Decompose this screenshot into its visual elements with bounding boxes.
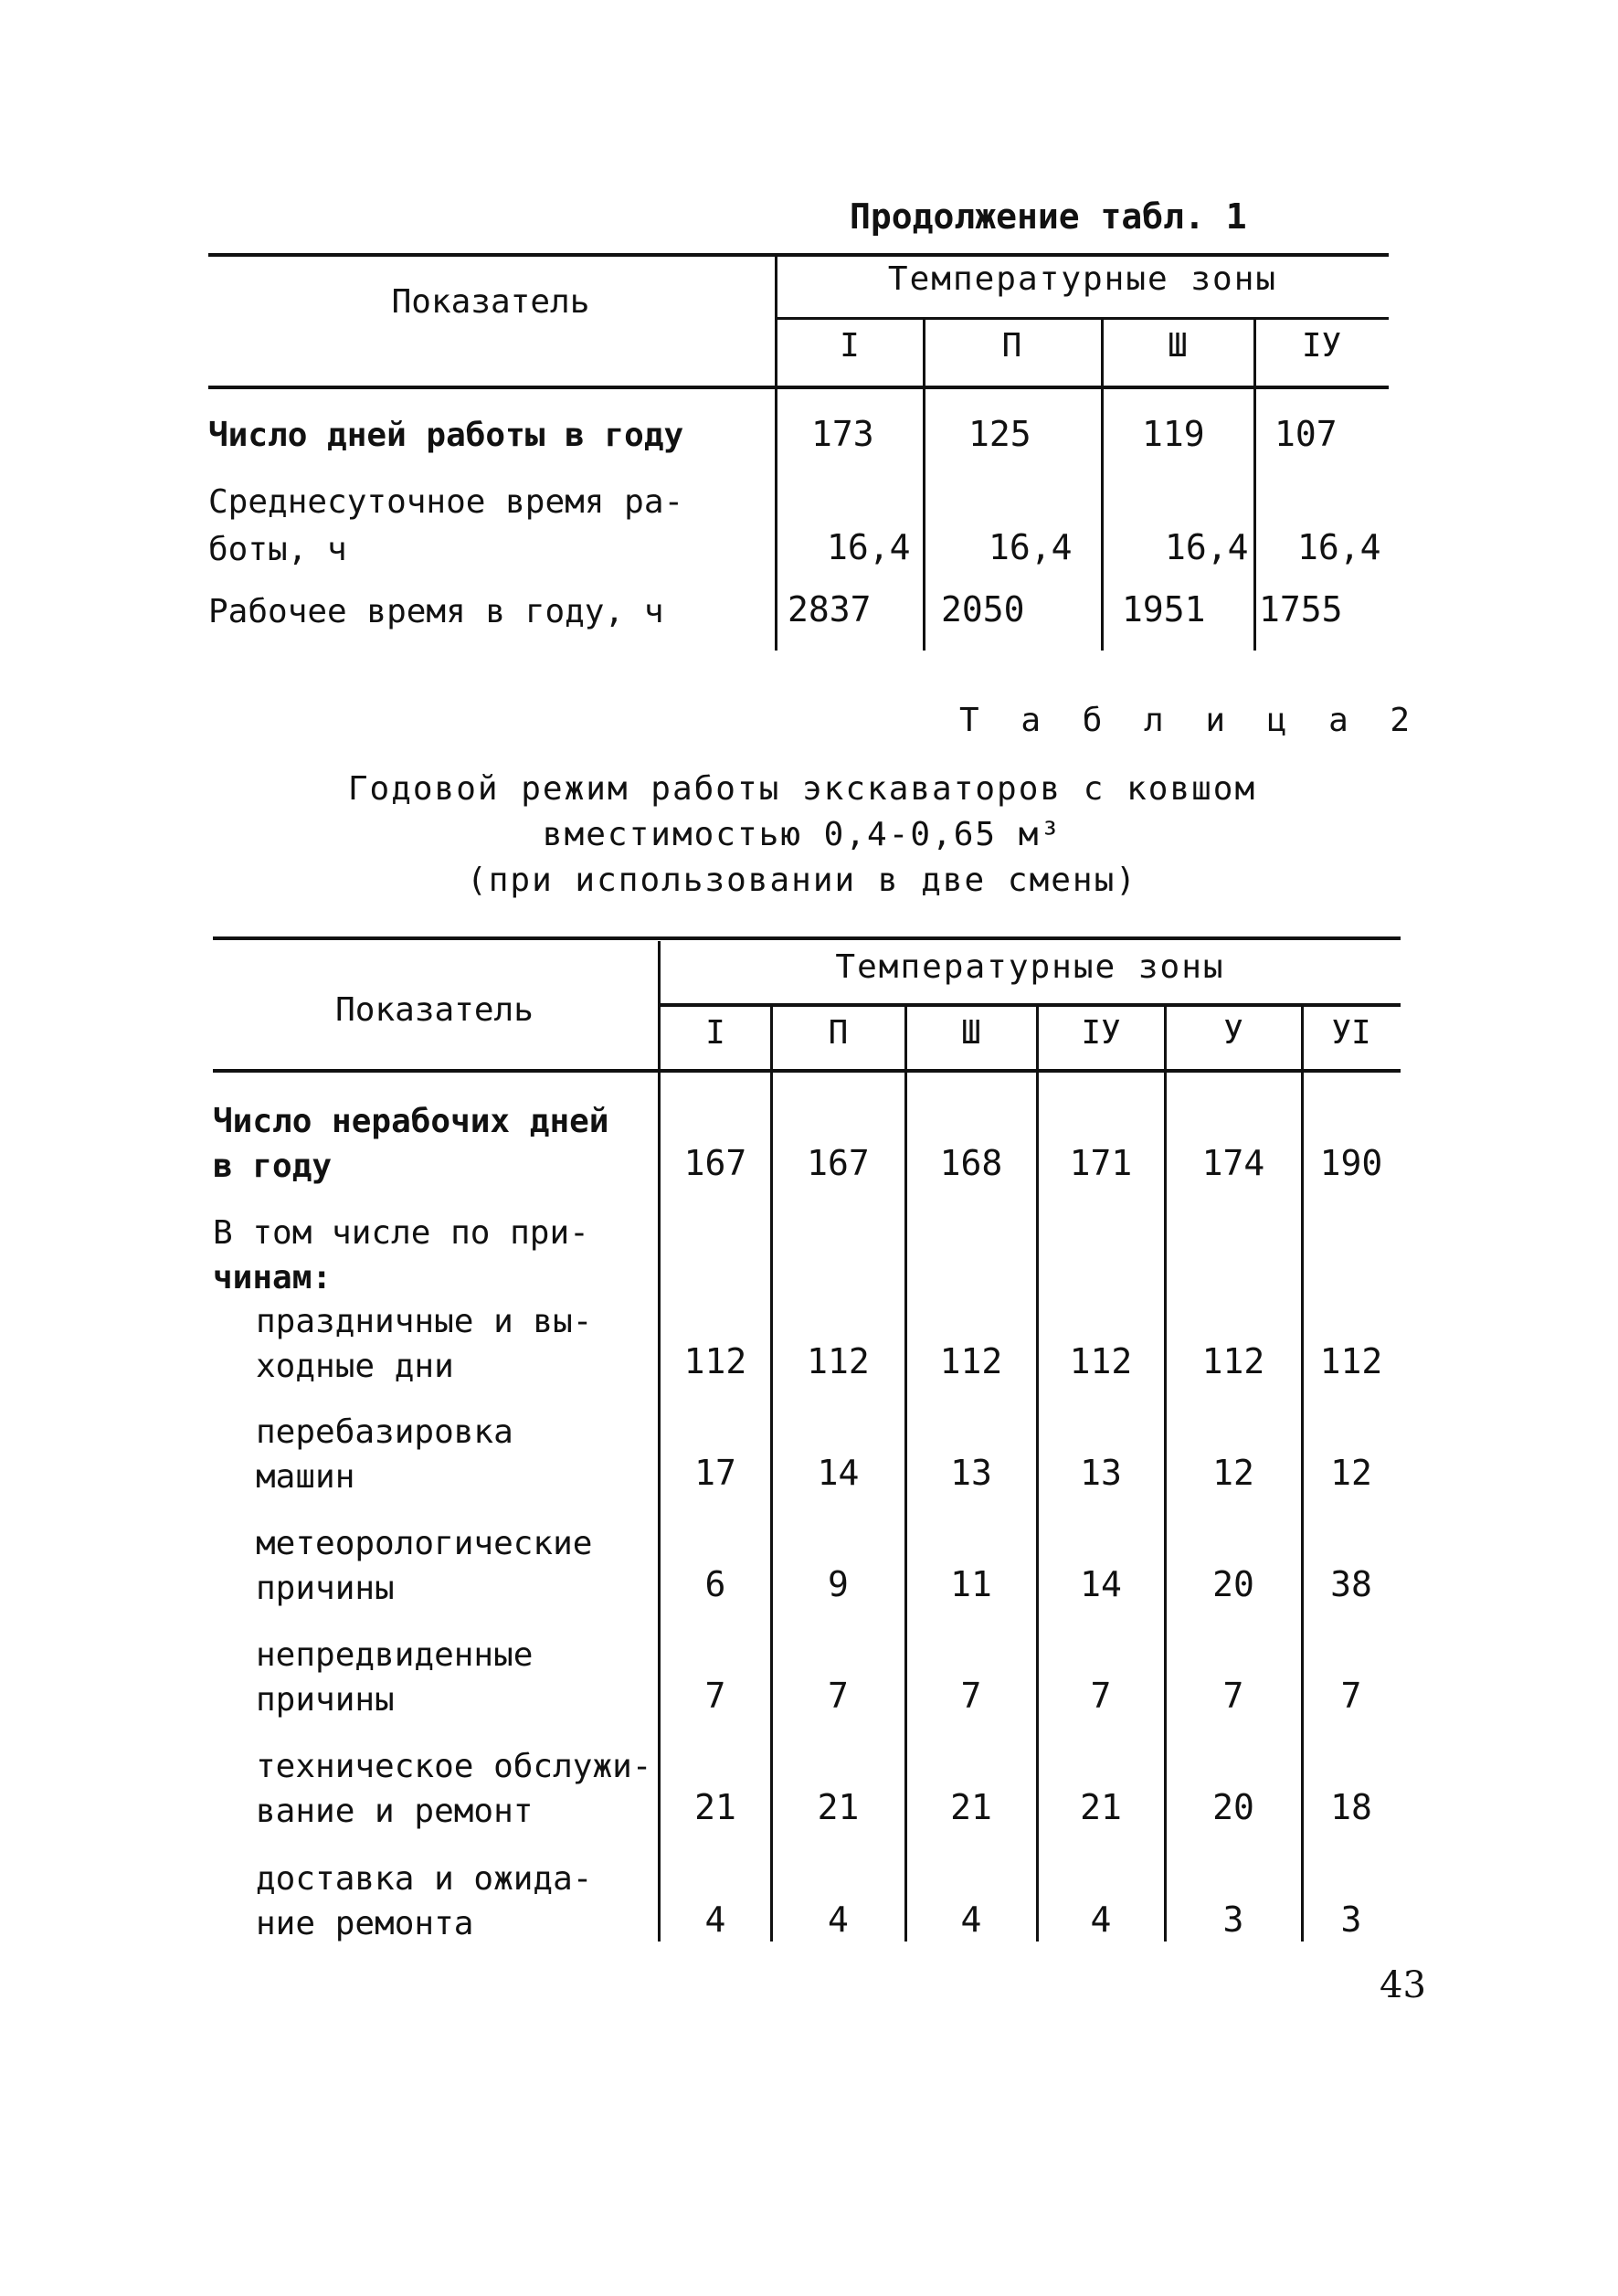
table2-cell: 112 <box>683 1341 747 1381</box>
table2-cell: 3 <box>1340 1899 1362 1940</box>
table2-cell: 190 <box>1319 1143 1383 1183</box>
table2-cell: 21 <box>1080 1787 1122 1827</box>
table2-zone-III: Ш <box>961 1014 981 1052</box>
table2-title-line2: вместимостью 0,4-0,65 м³ <box>542 816 1063 853</box>
table2-zones-title: Температурные зоны <box>835 948 1225 986</box>
table2-row-label: ходные дни <box>256 1348 454 1385</box>
table1-vline-3 <box>1253 320 1256 651</box>
table2-row-label: вание и ремонт <box>256 1793 534 1830</box>
table2-row-label: В том числе по при- <box>213 1214 589 1252</box>
table2-indicator-header: Показатель <box>335 991 534 1029</box>
table2-row-label: чинам: <box>213 1259 333 1296</box>
table1-cell: 1951 <box>1122 589 1206 630</box>
table1-cell: 107 <box>1274 414 1338 454</box>
table1-cell: 1755 <box>1259 589 1343 630</box>
table2-cell: 3 <box>1222 1899 1244 1940</box>
table1-cell: 16,4 <box>827 527 911 567</box>
table2-zone-VI: УI <box>1331 1014 1371 1052</box>
table2-cell: 4 <box>960 1899 982 1940</box>
table2-cell: 112 <box>1201 1341 1265 1381</box>
page-number: 43 <box>1380 1964 1426 2006</box>
table1-row-label: Рабочее время в году, ч <box>208 593 664 630</box>
table2-row-label: причины <box>256 1681 395 1719</box>
table1-cell: 16,4 <box>989 527 1073 567</box>
table1-row-label: Число дней работы в году <box>208 417 684 454</box>
table1-zone-I: I <box>840 327 860 365</box>
table1-cell: 125 <box>968 414 1031 454</box>
table2-title-line1: Годовой режим работы экскаваторов с ковшом <box>347 770 1257 808</box>
table2-row-label: ние ремонта <box>256 1905 474 1942</box>
table2-cell: 168 <box>939 1143 1003 1183</box>
table2-cell: 112 <box>939 1341 1003 1381</box>
table1-row-label: боты, ч <box>208 531 347 568</box>
table1-vline-1 <box>923 320 925 651</box>
table2-row-label: метеорологические <box>256 1525 593 1562</box>
table2-row-label: перебазировка <box>256 1413 513 1451</box>
table2-cell: 6 <box>704 1564 726 1604</box>
table2-title-line3: (при использовании в две смены) <box>467 862 1137 899</box>
table2-cell: 4 <box>1090 1899 1112 1940</box>
table2-row-label: Число нерабочих дней <box>213 1103 609 1140</box>
table2-cell: 7 <box>704 1676 726 1716</box>
table2-cell: 20 <box>1212 1787 1254 1827</box>
table1-zone-II: П <box>1001 327 1022 365</box>
table2-cell: 7 <box>1340 1676 1362 1716</box>
table2-cell: 7 <box>828 1676 849 1716</box>
table2-row-label: доставка и ожида- <box>256 1860 593 1898</box>
table2-cell: 171 <box>1069 1143 1133 1183</box>
table2-header-bottom-rule <box>213 1069 1401 1073</box>
table1-vline-2 <box>1101 320 1104 651</box>
table2-cell: 112 <box>1069 1341 1133 1381</box>
table2-cell: 112 <box>1319 1341 1383 1381</box>
table1-indicator-header: Показатель <box>391 283 590 321</box>
table2-zone-I: I <box>705 1014 725 1052</box>
table2-cell: 21 <box>950 1787 992 1827</box>
table2-cell: 7 <box>1090 1676 1112 1716</box>
table2-cell: 4 <box>704 1899 726 1940</box>
table2-cell: 17 <box>694 1453 736 1493</box>
table2-cell: 12 <box>1330 1453 1372 1493</box>
table2-cell: 4 <box>828 1899 849 1940</box>
table1-top-rule <box>208 253 1389 257</box>
table2-cell: 14 <box>1080 1564 1122 1604</box>
table2-row-label: в году <box>213 1148 333 1185</box>
table1-cell: 16,4 <box>1297 527 1381 567</box>
table2-cell: 12 <box>1212 1453 1254 1493</box>
table1-cell: 2050 <box>941 589 1025 630</box>
table1-continuation-label: Продолжение табл. 1 <box>850 196 1247 237</box>
table2-cell: 167 <box>807 1143 870 1183</box>
table2-cell: 7 <box>1222 1676 1244 1716</box>
table1-header-bottom-rule <box>208 386 1389 389</box>
table2-cell: 7 <box>960 1676 982 1716</box>
table2-cell: 21 <box>694 1787 736 1827</box>
table2-row-label: праздничные и вы- <box>256 1303 593 1340</box>
table2-cell: 9 <box>828 1564 849 1604</box>
table2-cell: 167 <box>683 1143 747 1183</box>
table2-cell: 21 <box>817 1787 860 1827</box>
table2-zone-V: У <box>1223 1014 1243 1052</box>
table2-cell: 13 <box>950 1453 992 1493</box>
table2-cell: 13 <box>1080 1453 1122 1493</box>
table2-row-label: причины <box>256 1570 395 1607</box>
table1-cell: 2837 <box>788 589 872 630</box>
table2-cell: 14 <box>817 1453 860 1493</box>
table1-vline-stub <box>775 256 777 651</box>
table1-cell: 173 <box>811 414 874 454</box>
table2-zone-II: П <box>828 1014 849 1052</box>
table1-zones-rule <box>777 317 1389 320</box>
table2-zone-IV: IУ <box>1081 1014 1121 1052</box>
table2-cell: 11 <box>950 1564 992 1604</box>
table1-zone-IV: IУ <box>1301 327 1342 365</box>
table2-cell: 38 <box>1330 1564 1372 1604</box>
table2-cell: 18 <box>1330 1787 1372 1827</box>
table1-zone-III: Ш <box>1168 327 1188 365</box>
table2-row-label: непредвиденные <box>256 1636 534 1674</box>
table1-zones-title: Температурные зоны <box>887 260 1278 298</box>
table1-row-label: Среднесуточное время ра- <box>208 483 684 521</box>
table2-cell: 174 <box>1201 1143 1265 1183</box>
table2-row-label: техническое обслужи- <box>256 1748 652 1785</box>
table1-cell: 16,4 <box>1165 527 1249 567</box>
table2-row-label: машин <box>256 1458 355 1496</box>
table2-caption: Т а б л и ц а 2 <box>959 702 1422 739</box>
table2-top-rule <box>213 936 1401 940</box>
table2-cell: 112 <box>807 1341 870 1381</box>
table2-cell: 20 <box>1212 1564 1254 1604</box>
table1-cell: 119 <box>1142 414 1205 454</box>
